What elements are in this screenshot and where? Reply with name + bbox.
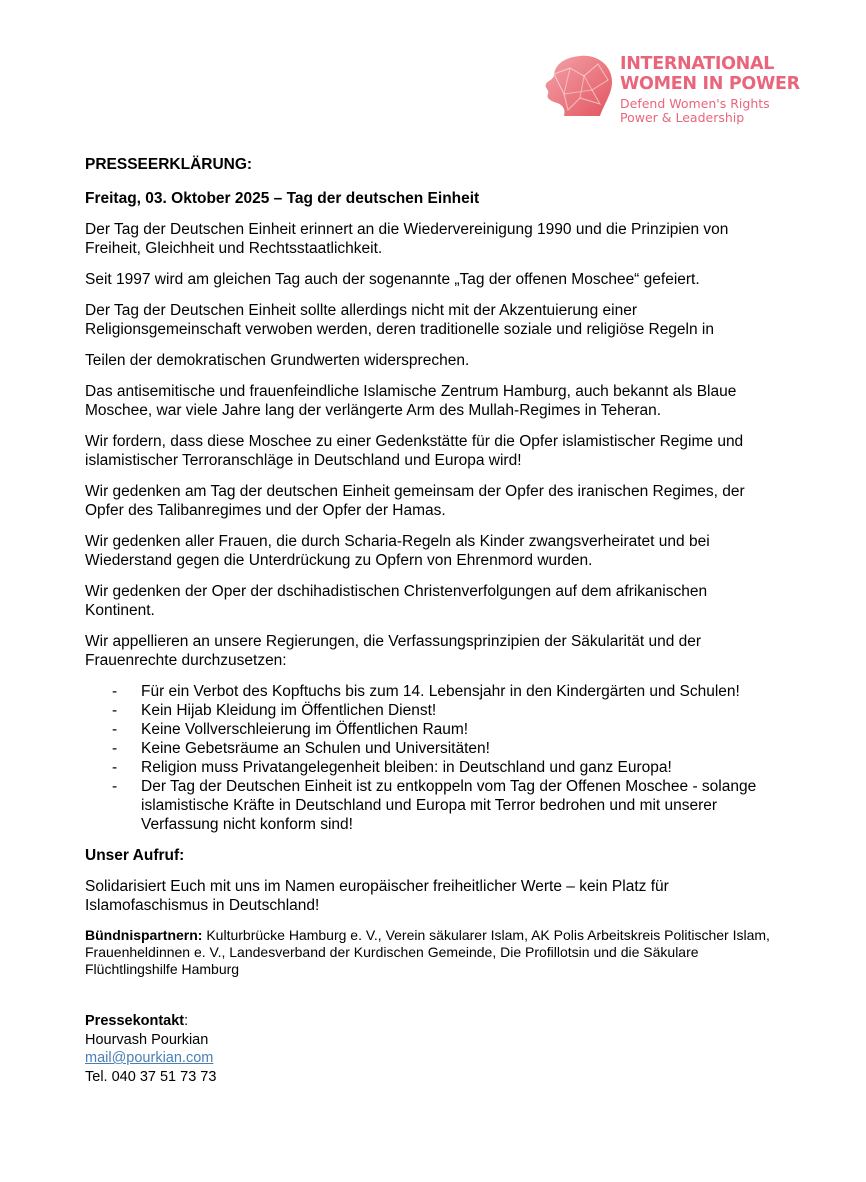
list-item <box>85 777 780 834</box>
contact-phone: Tel. 040 37 51 73 73 <box>85 1068 217 1085</box>
list-dash: - <box>112 778 118 795</box>
list-dash: - <box>112 759 118 776</box>
organization-logo <box>540 50 800 134</box>
call-text: Solidarisiert Euch mit uns im Namen europäischer freiheitlicher Werte – kein Platz für Islamofaschismus in Deutschland! <box>85 878 669 914</box>
press-release-body <box>85 155 780 1086</box>
contact-name: Hourvash Pourkian <box>85 1031 209 1048</box>
paragraph: Teilen der demokratischen Grundwerten widersprechen. <box>85 352 470 369</box>
partners-text: Kulturbrücke Hamburg e. V., Verein säkularer Islam, AK Polis Arbeitskreis Politischer Islam, Frauenheldinnen e. V., Landesverband der Kurdischen Gemeinde, Die Profillotsin und die Säkulare Flüchtlingshilfe Hamburg <box>85 927 770 977</box>
paragraph: Das antisemitische und frauenfeindliche Islamische Zentrum Hamburg, auch bekannt als Blaue Moschee, war viele Jahre lang der verlängerte Arm des Mullah-Regimes in Teheran. <box>85 383 737 419</box>
partners-label: Bündnispartnern: <box>85 927 203 943</box>
paragraph: Wir fordern, dass diese Moschee zu einer Gedenkstätte für die Opfer islamistischer Regime und islamistischer Terroranschläge in Deutschland und Europa wird! <box>85 433 744 469</box>
list-item-text: Keine Gebetsräume an Schulen und Universitäten! <box>141 740 490 757</box>
woman-profile-logo-icon <box>540 54 618 118</box>
list-dash: - <box>112 683 118 700</box>
list-item <box>85 682 780 701</box>
list-item <box>85 720 780 739</box>
list-dash: - <box>112 702 118 719</box>
list-item-text: Für ein Verbot des Kopftuchs bis zum 14. Lebensjahr in den Kindergärten und Schulen! <box>141 683 740 700</box>
paragraph: Wir appellieren an unsere Regierungen, die Verfassungsprinzipien der Säkularität und der Frauenrechte durchzusetzen: <box>85 633 702 669</box>
list-item <box>85 758 780 777</box>
list-dash: - <box>112 740 118 757</box>
paragraph: Seit 1997 wird am gleichen Tag auch der sogenannte „Tag der offenen Moschee“ gefeiert. <box>85 271 700 288</box>
contact-label: Pressekontakt <box>85 1013 185 1029</box>
list-item <box>85 739 780 758</box>
document-heading: PRESSEERKLÄRUNG: <box>85 156 253 173</box>
date-line: Freitag, 03. Oktober 2025 – Tag der deutschen Einheit <box>85 190 480 207</box>
list-item-text: Keine Vollverschleierung im Öffentlichen Raum! <box>141 721 469 738</box>
list-item-text: Der Tag der Deutschen Einheit ist zu entkoppeln vom Tag der Offenen Moschee - solange islamistische Kräfte in Deutschland und Europa mit Terror bedrohen und mit unserer Verfassung nicht konform sind! <box>141 778 757 833</box>
press-contact <box>85 1012 780 1086</box>
logo-title-line-1: INTERNATIONAL <box>620 54 775 74</box>
logo-title-line-2: WOMEN IN POWER <box>620 74 800 94</box>
partners-paragraph <box>85 927 780 978</box>
list-item-text: Kein Hijab Kleidung im Öffentlichen Dienst! <box>141 702 437 719</box>
list-dash: - <box>112 721 118 738</box>
paragraph: Wir gedenken der Oper der dschihadistischen Christenverfolgungen auf dem afrikanischen Kontinent. <box>85 583 708 619</box>
list-item <box>85 701 780 720</box>
contact-colon: : <box>184 1013 189 1029</box>
logo-tagline-2: Power & Leadership <box>620 110 745 125</box>
paragraph: Wir gedenken aller Frauen, die durch Scharia-Regeln als Kinder zwangsverheiratet und bei Wiederstand gegen die Unterdrückung zu Opfern von Ehrenmord wurden. <box>85 533 710 569</box>
contact-email-link[interactable]: mail@pourkian.com <box>85 1050 214 1066</box>
paragraph: Der Tag der Deutschen Einheit sollte allerdings nicht mit der Akzentuierung einer Religionsgemeinschaft verwoben werden, deren traditionelle soziale und religiöse Regeln in <box>85 302 714 338</box>
logo-tagline-1: Defend Women's Rights <box>620 96 770 111</box>
demands-list <box>85 682 780 834</box>
call-heading: Unser Aufruf: <box>85 847 185 864</box>
list-item-text: Religion muss Privatangelegenheit bleiben: in Deutschland und ganz Europa! <box>141 759 672 776</box>
paragraph: Der Tag der Deutschen Einheit erinnert an die Wiedervereinigung 1990 und die Prinzipien von Freiheit, Gleichheit und Rechtsstaatlichkeit. <box>85 221 729 257</box>
paragraph: Wir gedenken am Tag der deutschen Einheit gemeinsam der Opfer des iranischen Regimes, der Opfer des Talibanregimes und der Opfer der Hamas. <box>85 483 745 519</box>
